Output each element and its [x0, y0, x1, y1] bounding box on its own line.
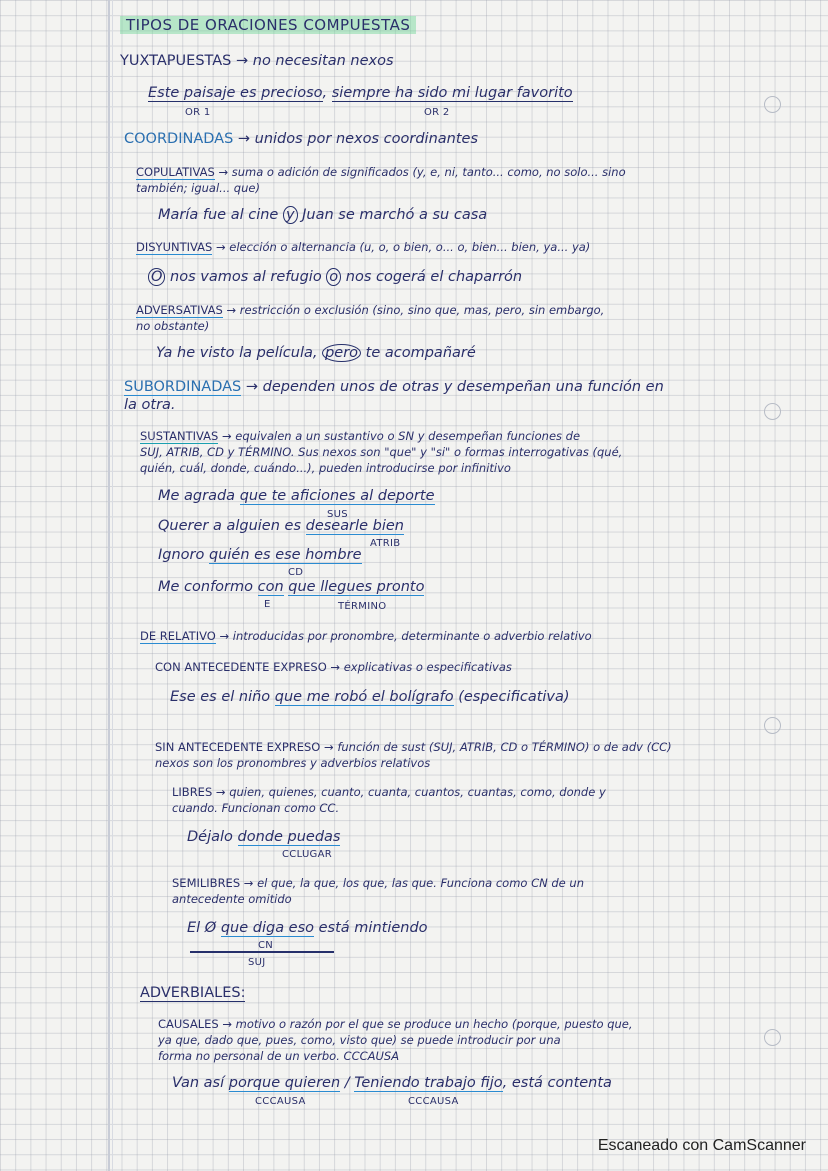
sustantiva-example-1: Me agrada que te aficiones al deporte — [158, 488, 435, 504]
libres-heading: LIBRES — [172, 785, 213, 799]
label-cn: CN — [258, 940, 274, 951]
coordinadas-line — [124, 130, 478, 148]
yuxtapuestas-line — [120, 52, 394, 70]
label-termino: TÉRMINO — [338, 601, 387, 612]
scanner-watermark: Escaneado con CamScanner — [597, 1137, 806, 1154]
sustantivas-line: SUSTANTIVAS → equivalen a un sustantivo o SN y desempeñan funciones de — [140, 429, 581, 443]
nexo-circle: y — [283, 206, 298, 224]
sustantivas-line-2: SUJ, ATRIB, CD y TÉRMINO. Sus nexos son "que" y "si" o formas interrogativas (qué, — [140, 445, 623, 459]
sustantiva-example-2: Querer a alguien es desearle bien — [158, 518, 404, 534]
copulativas-heading: COPULATIVAS — [136, 165, 215, 179]
yuxtapuestas-heading: YUXTAPUESTAS — [120, 53, 232, 69]
libres-line-2: cuando. Funcionan como CC. — [172, 801, 340, 815]
binder-ring-hole — [764, 717, 781, 734]
sustantiva-example-4: Me conformo con que llegues pronto — [158, 579, 425, 595]
adversativas-line-2: no obstante) — [136, 319, 210, 333]
label-cd: CD — [288, 567, 304, 578]
label-e: E — [264, 599, 271, 610]
relativo-line: DE RELATIVO → introducidas por pronombre, determinante o adverbio relativo — [140, 629, 592, 643]
nexo-circle: o — [326, 268, 341, 286]
causales-heading: CAUSALES — [158, 1017, 219, 1031]
adversativas-line: ADVERSATIVAS → restricción o exclusión (sino, sino que, mas, pero, sin embargo, — [136, 303, 605, 317]
binder-ring-hole — [764, 1029, 781, 1046]
label-cccausa-1: CCCAUSA — [255, 1096, 306, 1107]
semilibres-line: SEMILIBRES → el que, la que, los que, las que. Funciona como CN de un — [172, 876, 584, 890]
copulativas-line: COPULATIVAS → suma o adición de significados (y, e, ni, tanto... como, no solo... sino — [136, 165, 626, 179]
sustantivas-heading: SUSTANTIVAS — [140, 429, 219, 443]
binder-ring-hole — [764, 403, 781, 420]
page-title: TIPOS DE ORACIONES COMPUESTAS — [120, 16, 416, 34]
label-cccausa-2: CCCAUSA — [408, 1096, 459, 1107]
notebook-margin-line — [108, 0, 110, 1171]
causales-line: CAUSALES → motivo o razón por el que se produce un hecho (porque, puesto que, — [158, 1017, 633, 1031]
causales-line-2: ya que, dado que, pues, como, visto que) se puede introducir por una — [158, 1033, 561, 1047]
semilibres-example: El Ø que diga eso está mintiendo — [187, 920, 428, 936]
adversativas-heading: ADVERSATIVAS — [136, 303, 223, 317]
coordinadas-heading: COORDINADAS — [124, 131, 234, 147]
semilibres-heading: SEMILIBRES — [172, 876, 241, 890]
copulativas-example: María fue al cine y Juan se marchó a su casa — [158, 207, 488, 223]
relativo-heading: DE RELATIVO — [140, 629, 216, 643]
causales-example: Van así porque quieren / Teniendo trabajo fijo, está contenta — [172, 1075, 612, 1091]
underline-sujeto — [190, 951, 334, 953]
yuxtapuestas-example: Este paisaje es precioso, siempre ha sido mi lugar favorito — [148, 85, 573, 101]
semilibres-line-2: antecedente omitido — [172, 892, 292, 906]
nexo-circle: O — [148, 268, 165, 286]
libres-line: LIBRES → quien, quienes, cuanto, cuanta, cuantos, cuantas, como, donde y — [172, 785, 606, 799]
disyuntivas-example: O nos vamos al refugio o nos cogerá el chaparrón — [148, 268, 522, 286]
label-sus: SUS — [327, 509, 348, 520]
notebook-margin-line-inner — [112, 0, 113, 1171]
copulativas-line-2: también; igual... que) — [136, 181, 260, 195]
con-antecedente-line: CON ANTECEDENTE EXPRESO → explicativas o especificativas — [155, 660, 512, 674]
adverbiales-heading: ADVERBIALES: — [140, 985, 246, 1001]
subordinadas-line-2: la otra. — [124, 397, 176, 413]
label-or2: OR 2 — [424, 107, 450, 118]
con-antecedente-heading: CON ANTECEDENTE EXPRESO — [155, 660, 327, 674]
disyuntivas-heading: DISYUNTIVAS — [136, 240, 213, 254]
con-antecedente-example: Ese es el niño que me robó el bolígrafo (especificativa) — [170, 689, 570, 705]
sin-antecedente-heading: SIN ANTECEDENTE EXPRESO — [155, 740, 321, 754]
adversativas-example: Ya he visto la película, pero te acompañaré — [156, 345, 476, 361]
label-atrib: ATRIB — [370, 538, 401, 549]
sustantivas-line-3: quién, cuál, donde, cuándo...), pueden introducirse por infinitivo — [140, 461, 511, 475]
label-suj: SUJ — [248, 957, 266, 968]
sin-antecedente-line: SIN ANTECEDENTE EXPRESO → función de sust (SUJ, ATRIB, CD o TÉRMINO) o de adv (CC) — [155, 740, 672, 754]
causales-line-3: forma no personal de un verbo. CCCAUSA — [158, 1049, 400, 1063]
sin-antecedente-line-2: nexos son los pronombres y adverbios relativos — [155, 756, 431, 770]
binder-ring-hole — [764, 96, 781, 113]
subordinadas-line: SUBORDINADAS → dependen unos de otras y desempeñan una función en — [124, 379, 664, 395]
nexo-circle: pero — [322, 344, 361, 362]
subordinadas-heading: SUBORDINADAS — [124, 379, 242, 395]
label-or1: OR 1 — [185, 107, 211, 118]
disyuntivas-line: DISYUNTIVAS → elección o alternancia (u, o, o bien, o... o, bien... bien, ya... ya) — [136, 240, 591, 254]
sustantiva-example-3: Ignoro quién es ese hombre — [158, 547, 362, 563]
label-cclugar: CCLUGAR — [282, 849, 332, 860]
yuxtapuestas-def: → no necesitan nexos — [236, 53, 394, 69]
coordinadas-def: → unidos por nexos coordinantes — [237, 131, 479, 147]
adverbiales-line — [140, 984, 245, 1002]
libres-example: Déjalo donde puedas — [187, 829, 341, 845]
